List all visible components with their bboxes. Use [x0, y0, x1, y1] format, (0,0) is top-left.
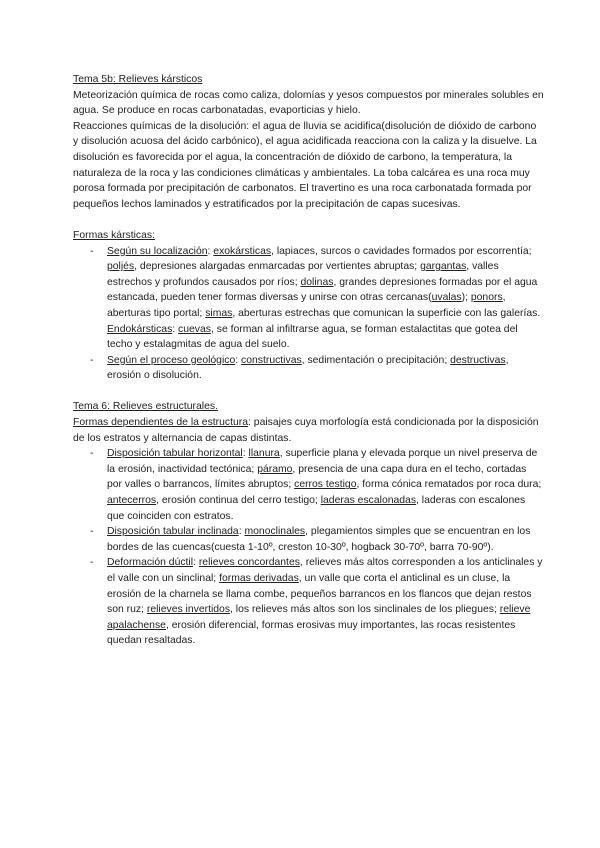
tema5b-paragraph-2: Reacciones químicas de la disolución: el agua de lluvia se acidifica(disolución de dióxido de carbono y disolución acuosa del ácido carbónico), el agua acidificada reacciona con la caliza y la disuelve. La disolución es favorecida por el agua, la concentración de dióxido de carbono, la temperatura, la naturaleza de la roca y las condiciones climáticas y ambientales. La toba calcárea es una roca muy porosa formada por precipitación de carbonatos. El travertino es una roca carbonatada formada por pequeños lechos laminados y estratificados por la precipitación de capas sucesivas. [73, 120, 537, 210]
tema5b-title-text: Tema 5b: Relieves kársticos [73, 74, 203, 85]
tema6-title-text: Tema 6: Relieves estructurales. [73, 401, 218, 413]
term-cuevas: cuevas [178, 323, 211, 335]
list-item-ductil [107, 555, 544, 649]
term-localizacion: Según su localización [107, 245, 208, 257]
list-item-horizontal [107, 446, 544, 524]
text: , grandes depresiones formadas por el agua estancada, pueden tener formas diversas y unirse con otras cercanas( [107, 276, 538, 304]
text: , un valle que corta el anticlinal es un cluse, la erosión de la charnela se llama combe, pequeños barrancos en los flancos que dejan restos son ruz; [107, 573, 532, 616]
text: : [193, 557, 199, 569]
text: , depresiones alargadas enmarcadas por vertientes abruptas; [134, 261, 421, 273]
term-uvalas: uvalas [431, 292, 462, 304]
text: , aberturas tipo portal; [107, 292, 506, 319]
formas-list [73, 244, 544, 384]
list-item-inclinada [107, 524, 544, 555]
text: , superficie plana y elevada porque un nivel preserva de la erosión, inactividad tectónica; [107, 448, 538, 475]
text: , erosión o disolución. [107, 354, 509, 382]
term-llanura: llanura [248, 448, 280, 460]
text: , laderas con escalones que coinciden con estratos. [107, 495, 526, 522]
term-cerros-testigo: cerros testigo [294, 479, 357, 491]
text: : [242, 448, 249, 460]
text: , valles estrechos y profundos causados por ríos; [107, 261, 499, 288]
spacer [73, 212, 544, 228]
text: : [207, 245, 214, 257]
text: , los relieves más altos son los sinclinales de los pliegues; [230, 604, 500, 616]
term-monoclinales: monoclinales [244, 526, 306, 538]
text: : [172, 323, 179, 335]
term-formas-derivadas: formas derivadas [219, 573, 299, 584]
term-laderas-escalonadas: laderas escalonadas [320, 495, 417, 507]
term-endokarsticas: Endokársticas [107, 323, 173, 335]
list-item-proceso-geologico [107, 353, 544, 384]
term-formas-dependientes: Formas dependientes de la estructura [73, 417, 249, 429]
term-gargantas: gargantas [420, 261, 467, 273]
list-item-localizacion [107, 244, 544, 353]
tema5b-paragraph-1: Meteorización química de rocas como caliza, dolomías y yesos compuestos por minerales solubles en agua. Se produce en rocas carbonatadas, evaporticias y hielo. [73, 89, 544, 117]
tema6-title [73, 399, 544, 415]
tema6-list [73, 446, 544, 649]
term-poljes: poljés [107, 261, 135, 273]
term-ponors: ponors [470, 292, 503, 304]
text: , erosión diferencial, formas erosivas muy importantes, las rocas resistentes quedan resaltadas. [107, 619, 516, 647]
text: , erosión continua del cerro testigo; [156, 495, 321, 507]
text: , presencia de una capa dura en el techo, cortadas por valles o barrancos, límites abruptos; [107, 463, 527, 491]
text: , se forman al infiltrarse agua, se forman estalactitas que gotea del techo y estalagmitas de agua del suelo. [107, 323, 518, 351]
term-dolinas: dolinas [300, 276, 334, 288]
tema6-intro [73, 415, 544, 446]
term-exokarsticas: exokársticas [213, 245, 272, 257]
text: , sedimentación o precipitación; [301, 354, 451, 366]
term-proceso-geologico: Según el proceso geológico [107, 354, 236, 366]
text: , aberturas estrechas que comunican la superficie con las galerías. [232, 307, 541, 319]
term-constructivas: constructivas [241, 354, 302, 366]
spacer [73, 384, 544, 400]
text: ); [461, 292, 471, 304]
text: : paisajes cuya morfología está condicionada por la disposición de los estratos y alternancia de capas distintas. [73, 417, 539, 444]
text: , forma cónica rematados por roca dura; [356, 479, 542, 491]
formas-title-text: Formas kársticas: [73, 229, 155, 241]
term-relieve-apalachense: relieve apalachense [107, 604, 531, 631]
term-tabular-horizontal: Disposición tabular horizontal [107, 448, 243, 460]
text: : [235, 354, 242, 366]
term-deformacion-ductil: Deformación dúctil [107, 557, 194, 569]
text: , relieves más altos corresponden a los anticlinales y el valle con un sinclinal; [107, 557, 543, 584]
tema5b-title [73, 72, 544, 88]
term-relieves-invertidos: relieves invertidos [146, 604, 231, 616]
term-relieves-concordantes: relieves concordantes [198, 557, 300, 569]
text: : [238, 526, 245, 538]
term-destructivas: destructivas [450, 354, 506, 366]
term-simas: simas [205, 307, 233, 319]
term-tabular-inclinada: Disposición tabular inclinada [107, 526, 239, 538]
text: , lapiaces, surcos o cavidades formados por escorrentía; [271, 245, 532, 257]
formas-title [73, 228, 544, 244]
term-antecerros: antecerros [107, 495, 157, 507]
term-paramo: páramo [257, 463, 293, 475]
text: , plegamientos simples que se encuentran en los bordes de las cuencas(cuesta 1-10º, creston 10-30º, hogback 30-70º, barra 70-90º). [107, 526, 531, 553]
